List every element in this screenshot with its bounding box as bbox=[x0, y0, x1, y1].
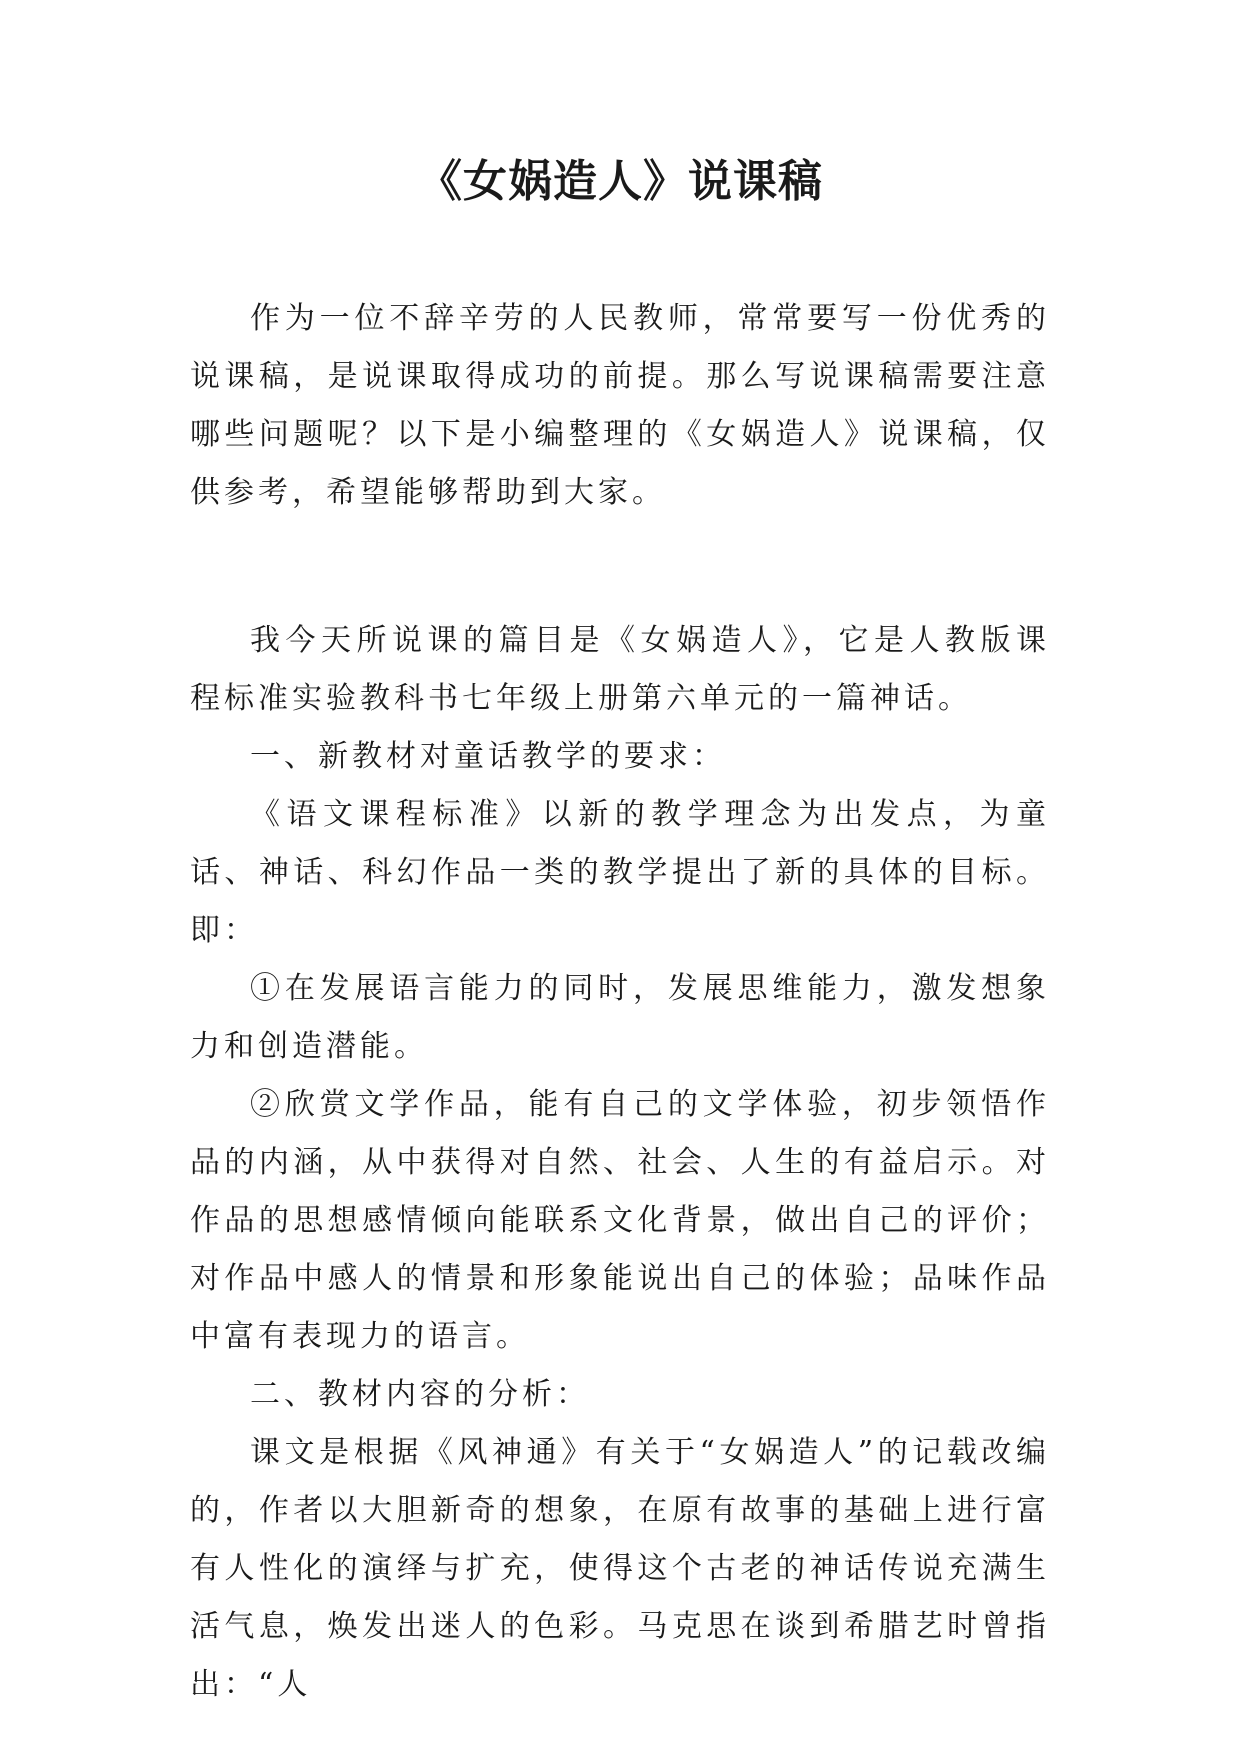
paragraph-curriculum-standard: 《语文课程标准》以新的教学理念为出发点，为童话、神话、科幻作品一类的教学提出了新的具体的目标。即： bbox=[190, 797, 1050, 948]
section-heading-requirements: 一、新教材对童话教学的要求： bbox=[250, 739, 726, 774]
section-heading-content-analysis: 二、教材内容的分析： bbox=[250, 1377, 590, 1412]
intro-paragraph: 作为一位不辞辛劳的人民教师，常常要写一份优秀的说课稿，是说课取得成功的前提。那么写说课稿需要注意哪些问题呢？以下是小编整理的《女娲造人》说课稿，仅供参考，希望能够帮助到大家。 bbox=[190, 301, 1050, 510]
list-item-goal-1: ①在发展语言能力的同时，发展思维能力，激发想象力和创造潜能。 bbox=[190, 971, 1050, 1064]
document-body bbox=[190, 290, 1050, 1714]
document-title: 《女娲造人》说课稿 bbox=[418, 156, 823, 207]
paragraph-course-intro: 我今天所说课的篇目是《女娲造人》，它是人教版课程标准实验教科书七年级上册第六单元的一篇神话。 bbox=[190, 623, 1050, 716]
paragraph-text-analysis: 课文是根据《风神通》有关于“女娲造人”的记载改编的，作者以大胆新奇的想象，在原有故事的基础上进行富有人性化的演绎与扩充，使得这个古老的神话传说充满生活气息，焕发出迷人的色彩。马克思在谈到希腊艺时曾指出：“人 bbox=[190, 1435, 1050, 1702]
paragraph-spacer bbox=[190, 522, 1050, 612]
list-item-goal-2: ②欣赏文学作品，能有自己的文学体验，初步领悟作品的内涵，从中获得对自然、社会、人生的有益启示。对作品的思想感情倾向能联系文化背景，做出自己的评价；对作品中感人的情景和形象能说出自己的体验；品味作品中富有表现力的语言。 bbox=[190, 1087, 1050, 1354]
